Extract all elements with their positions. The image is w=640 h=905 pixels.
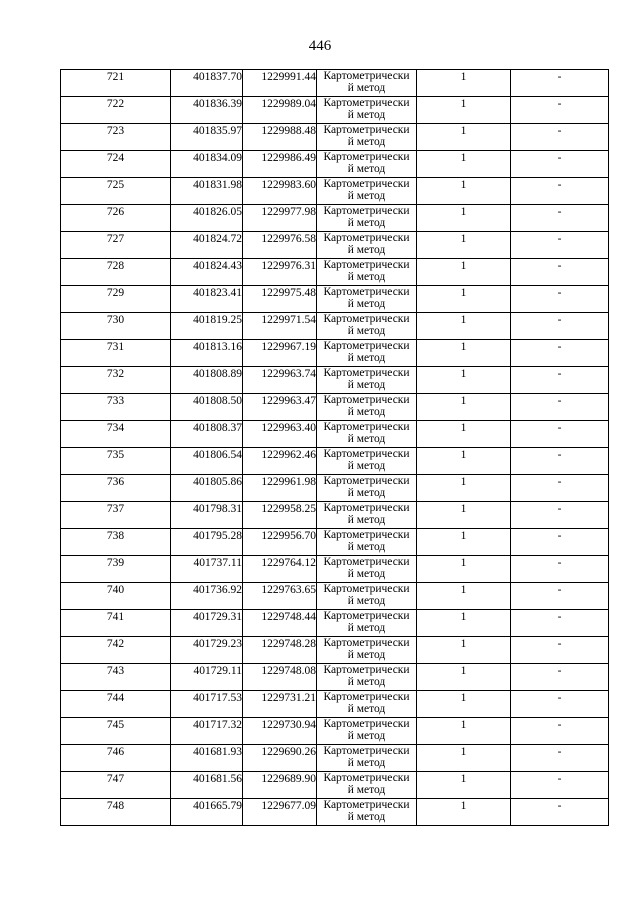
table-row bbox=[61, 340, 609, 367]
method-cell bbox=[317, 475, 417, 502]
y-coordinate-cell: 1229958.25 bbox=[243, 502, 317, 529]
accuracy-cell: 1 bbox=[417, 259, 511, 286]
accuracy-cell: 1 bbox=[417, 583, 511, 610]
x-coordinate-cell: 401808.50 bbox=[171, 394, 243, 421]
x-coordinate-cell: 401665.79 bbox=[171, 799, 243, 826]
point-number-cell: 734 bbox=[61, 421, 171, 448]
y-coordinate-cell: 1229967.19 bbox=[243, 340, 317, 367]
x-coordinate-cell: 401826.05 bbox=[171, 205, 243, 232]
y-coordinate-cell: 1229748.44 bbox=[243, 610, 317, 637]
table-row bbox=[61, 70, 609, 97]
x-coordinate-cell: 401837.70 bbox=[171, 70, 243, 97]
method-cell bbox=[317, 367, 417, 394]
method-text-line-1: Картометрически bbox=[323, 313, 410, 325]
point-number-cell: 729 bbox=[61, 286, 171, 313]
y-coordinate-cell: 1229971.54 bbox=[243, 313, 317, 340]
point-number-cell: 732 bbox=[61, 367, 171, 394]
description-cell: - bbox=[511, 421, 609, 448]
y-coordinate-cell: 1229976.31 bbox=[243, 259, 317, 286]
description-cell: - bbox=[511, 394, 609, 421]
method-text-line-1: Картометрически bbox=[323, 637, 410, 649]
x-coordinate-cell: 401729.31 bbox=[171, 610, 243, 637]
method-text-line-2: й метод bbox=[347, 730, 386, 742]
point-number-cell: 736 bbox=[61, 475, 171, 502]
description-cell: - bbox=[511, 97, 609, 124]
point-number-cell: 742 bbox=[61, 637, 171, 664]
point-number-cell: 743 bbox=[61, 664, 171, 691]
accuracy-cell: 1 bbox=[417, 664, 511, 691]
accuracy-cell: 1 bbox=[417, 799, 511, 826]
method-cell bbox=[317, 448, 417, 475]
table-row bbox=[61, 124, 609, 151]
method-text-line-2: й метод bbox=[347, 163, 386, 175]
table-row bbox=[61, 448, 609, 475]
description-cell: - bbox=[511, 691, 609, 718]
method-text-line-1: Картометрически bbox=[323, 691, 410, 703]
point-number-cell: 724 bbox=[61, 151, 171, 178]
x-coordinate-cell: 401824.43 bbox=[171, 259, 243, 286]
x-coordinate-cell: 401831.98 bbox=[171, 178, 243, 205]
description-cell: - bbox=[511, 124, 609, 151]
description-cell: - bbox=[511, 286, 609, 313]
y-coordinate-cell: 1229690.26 bbox=[243, 745, 317, 772]
x-coordinate-cell: 401681.56 bbox=[171, 772, 243, 799]
description-cell: - bbox=[511, 70, 609, 97]
table-row bbox=[61, 718, 609, 745]
accuracy-cell: 1 bbox=[417, 70, 511, 97]
table-row bbox=[61, 394, 609, 421]
method-text-line-1: Картометрически bbox=[323, 124, 410, 136]
y-coordinate-cell: 1229986.49 bbox=[243, 151, 317, 178]
y-coordinate-cell: 1229983.60 bbox=[243, 178, 317, 205]
method-text-line-1: Картометрически bbox=[323, 178, 410, 190]
page-number: 446 bbox=[308, 38, 332, 54]
method-cell bbox=[317, 610, 417, 637]
accuracy-cell: 1 bbox=[417, 232, 511, 259]
method-text-line-2: й метод bbox=[347, 541, 386, 553]
method-text-line-1: Картометрически bbox=[323, 97, 410, 109]
method-text-line-1: Картометрически bbox=[323, 475, 410, 487]
point-number-cell: 746 bbox=[61, 745, 171, 772]
table-row bbox=[61, 178, 609, 205]
point-number-cell: 748 bbox=[61, 799, 171, 826]
y-coordinate-cell: 1229975.48 bbox=[243, 286, 317, 313]
description-cell: - bbox=[511, 259, 609, 286]
method-text-line-1: Картометрически bbox=[323, 286, 410, 298]
method-text-line-1: Картометрически bbox=[323, 799, 410, 811]
x-coordinate-cell: 401729.23 bbox=[171, 637, 243, 664]
description-cell: - bbox=[511, 151, 609, 178]
method-text-line-2: й метод bbox=[347, 433, 386, 445]
method-text-line-2: й метод bbox=[347, 487, 386, 499]
description-cell: - bbox=[511, 583, 609, 610]
method-text-line-2: й метод bbox=[347, 217, 386, 229]
table-row bbox=[61, 205, 609, 232]
table-row bbox=[61, 502, 609, 529]
y-coordinate-cell: 1229689.90 bbox=[243, 772, 317, 799]
accuracy-cell: 1 bbox=[417, 772, 511, 799]
x-coordinate-cell: 401805.86 bbox=[171, 475, 243, 502]
x-coordinate-cell: 401717.53 bbox=[171, 691, 243, 718]
point-number-cell: 744 bbox=[61, 691, 171, 718]
point-number-cell: 745 bbox=[61, 718, 171, 745]
table-row bbox=[61, 799, 609, 826]
method-cell bbox=[317, 718, 417, 745]
description-cell: - bbox=[511, 502, 609, 529]
method-text-line-1: Картометрически bbox=[323, 610, 410, 622]
method-text-line-2: й метод bbox=[347, 649, 386, 661]
description-cell: - bbox=[511, 664, 609, 691]
method-cell bbox=[317, 583, 417, 610]
accuracy-cell: 1 bbox=[417, 124, 511, 151]
x-coordinate-cell: 401813.16 bbox=[171, 340, 243, 367]
description-cell: - bbox=[511, 340, 609, 367]
method-cell bbox=[317, 124, 417, 151]
method-text-line-2: й метод bbox=[347, 298, 386, 310]
method-text-line-2: й метод bbox=[347, 703, 386, 715]
x-coordinate-cell: 401729.11 bbox=[171, 664, 243, 691]
method-cell bbox=[317, 637, 417, 664]
description-cell: - bbox=[511, 610, 609, 637]
point-number-cell: 738 bbox=[61, 529, 171, 556]
method-text-line-1: Картометрически bbox=[323, 259, 410, 271]
table-row bbox=[61, 691, 609, 718]
table-row bbox=[61, 610, 609, 637]
description-cell: - bbox=[511, 772, 609, 799]
accuracy-cell: 1 bbox=[417, 151, 511, 178]
x-coordinate-cell: 401808.37 bbox=[171, 421, 243, 448]
method-cell bbox=[317, 394, 417, 421]
y-coordinate-cell: 1229764.12 bbox=[243, 556, 317, 583]
point-number-cell: 740 bbox=[61, 583, 171, 610]
accuracy-cell: 1 bbox=[417, 718, 511, 745]
x-coordinate-cell: 401835.97 bbox=[171, 124, 243, 151]
table-row bbox=[61, 259, 609, 286]
method-text-line-1: Картометрически bbox=[323, 556, 410, 568]
method-text-line-1: Картометрически bbox=[323, 529, 410, 541]
y-coordinate-cell: 1229989.04 bbox=[243, 97, 317, 124]
method-text-line-2: й метод bbox=[347, 325, 386, 337]
method-text-line-2: й метод bbox=[347, 352, 386, 364]
y-coordinate-cell: 1229961.98 bbox=[243, 475, 317, 502]
method-text-line-2: й метод bbox=[347, 514, 386, 526]
point-number-cell: 737 bbox=[61, 502, 171, 529]
table-row bbox=[61, 637, 609, 664]
x-coordinate-cell: 401737.11 bbox=[171, 556, 243, 583]
point-number-cell: 731 bbox=[61, 340, 171, 367]
method-text-line-2: й метод bbox=[347, 244, 386, 256]
method-text-line-2: й метод bbox=[347, 757, 386, 769]
method-text-line-2: й метод bbox=[347, 136, 386, 148]
method-text-line-2: й метод bbox=[347, 568, 386, 580]
table-row bbox=[61, 556, 609, 583]
method-cell bbox=[317, 745, 417, 772]
method-text-line-1: Картометрически bbox=[323, 421, 410, 433]
table-row bbox=[61, 97, 609, 124]
method-text-line-1: Картометрически bbox=[323, 394, 410, 406]
x-coordinate-cell: 401824.72 bbox=[171, 232, 243, 259]
y-coordinate-cell: 1229991.44 bbox=[243, 70, 317, 97]
accuracy-cell: 1 bbox=[417, 97, 511, 124]
accuracy-cell: 1 bbox=[417, 610, 511, 637]
accuracy-cell: 1 bbox=[417, 556, 511, 583]
method-cell bbox=[317, 799, 417, 826]
description-cell: - bbox=[511, 178, 609, 205]
point-number-cell: 730 bbox=[61, 313, 171, 340]
method-text-line-2: й метод bbox=[347, 595, 386, 607]
accuracy-cell: 1 bbox=[417, 286, 511, 313]
x-coordinate-cell: 401795.28 bbox=[171, 529, 243, 556]
y-coordinate-cell: 1229731.21 bbox=[243, 691, 317, 718]
point-number-cell: 733 bbox=[61, 394, 171, 421]
point-number-cell: 741 bbox=[61, 610, 171, 637]
accuracy-cell: 1 bbox=[417, 367, 511, 394]
table-row bbox=[61, 151, 609, 178]
x-coordinate-cell: 401736.92 bbox=[171, 583, 243, 610]
y-coordinate-cell: 1229963.40 bbox=[243, 421, 317, 448]
method-text-line-1: Картометрически bbox=[323, 151, 410, 163]
y-coordinate-cell: 1229963.74 bbox=[243, 367, 317, 394]
x-coordinate-cell: 401834.09 bbox=[171, 151, 243, 178]
point-number-cell: 735 bbox=[61, 448, 171, 475]
description-cell: - bbox=[511, 718, 609, 745]
y-coordinate-cell: 1229748.28 bbox=[243, 637, 317, 664]
table-row bbox=[61, 286, 609, 313]
accuracy-cell: 1 bbox=[417, 394, 511, 421]
description-cell: - bbox=[511, 529, 609, 556]
method-text-line-2: й метод bbox=[347, 460, 386, 472]
method-cell bbox=[317, 232, 417, 259]
method-cell bbox=[317, 529, 417, 556]
accuracy-cell: 1 bbox=[417, 205, 511, 232]
accuracy-cell: 1 bbox=[417, 502, 511, 529]
method-text-line-2: й метод bbox=[347, 406, 386, 418]
method-text-line-1: Картометрически bbox=[323, 340, 410, 352]
point-number-cell: 747 bbox=[61, 772, 171, 799]
table-row bbox=[61, 583, 609, 610]
description-cell: - bbox=[511, 637, 609, 664]
method-text-line-2: й метод bbox=[347, 379, 386, 391]
y-coordinate-cell: 1229748.08 bbox=[243, 664, 317, 691]
point-number-cell: 727 bbox=[61, 232, 171, 259]
method-cell bbox=[317, 691, 417, 718]
table-row bbox=[61, 772, 609, 799]
description-cell: - bbox=[511, 205, 609, 232]
method-text-line-1: Картометрически bbox=[323, 232, 410, 244]
method-text-line-1: Картометрически bbox=[323, 205, 410, 217]
table-row bbox=[61, 367, 609, 394]
description-cell: - bbox=[511, 799, 609, 826]
method-text-line-1: Картометрически bbox=[323, 502, 410, 514]
accuracy-cell: 1 bbox=[417, 529, 511, 556]
y-coordinate-cell: 1229977.98 bbox=[243, 205, 317, 232]
accuracy-cell: 1 bbox=[417, 340, 511, 367]
method-text-line-1: Картометрически bbox=[323, 367, 410, 379]
method-text-line-1: Картометрически bbox=[323, 772, 410, 784]
table-body bbox=[61, 70, 609, 826]
method-cell bbox=[317, 286, 417, 313]
accuracy-cell: 1 bbox=[417, 448, 511, 475]
method-cell bbox=[317, 178, 417, 205]
x-coordinate-cell: 401681.93 bbox=[171, 745, 243, 772]
point-number-cell: 739 bbox=[61, 556, 171, 583]
table-row bbox=[61, 529, 609, 556]
point-number-cell: 723 bbox=[61, 124, 171, 151]
method-cell bbox=[317, 70, 417, 97]
accuracy-cell: 1 bbox=[417, 178, 511, 205]
x-coordinate-cell: 401808.89 bbox=[171, 367, 243, 394]
method-text-line-1: Картометрически bbox=[323, 718, 410, 730]
y-coordinate-cell: 1229963.47 bbox=[243, 394, 317, 421]
y-coordinate-cell: 1229677.09 bbox=[243, 799, 317, 826]
method-text-line-1: Картометрически bbox=[323, 745, 410, 757]
point-number-cell: 721 bbox=[61, 70, 171, 97]
method-text-line-1: Картометрически bbox=[323, 448, 410, 460]
y-coordinate-cell: 1229976.58 bbox=[243, 232, 317, 259]
method-cell bbox=[317, 313, 417, 340]
point-number-cell: 725 bbox=[61, 178, 171, 205]
x-coordinate-cell: 401717.32 bbox=[171, 718, 243, 745]
method-cell bbox=[317, 259, 417, 286]
method-cell bbox=[317, 772, 417, 799]
table-row bbox=[61, 232, 609, 259]
method-cell bbox=[317, 502, 417, 529]
description-cell: - bbox=[511, 367, 609, 394]
method-text-line-2: й метод bbox=[347, 271, 386, 283]
method-text-line-2: й метод bbox=[347, 676, 386, 688]
description-cell: - bbox=[511, 313, 609, 340]
x-coordinate-cell: 401836.39 bbox=[171, 97, 243, 124]
x-coordinate-cell: 401823.41 bbox=[171, 286, 243, 313]
method-text-line-2: й метод bbox=[347, 190, 386, 202]
method-cell bbox=[317, 421, 417, 448]
y-coordinate-cell: 1229962.46 bbox=[243, 448, 317, 475]
y-coordinate-cell: 1229988.48 bbox=[243, 124, 317, 151]
method-text-line-1: Картометрически bbox=[323, 664, 410, 676]
x-coordinate-cell: 401798.31 bbox=[171, 502, 243, 529]
method-cell bbox=[317, 205, 417, 232]
method-text-line-2: й метод bbox=[347, 784, 386, 796]
table-row bbox=[61, 313, 609, 340]
method-cell bbox=[317, 556, 417, 583]
method-cell bbox=[317, 97, 417, 124]
accuracy-cell: 1 bbox=[417, 745, 511, 772]
y-coordinate-cell: 1229763.65 bbox=[243, 583, 317, 610]
method-cell bbox=[317, 664, 417, 691]
x-coordinate-cell: 401806.54 bbox=[171, 448, 243, 475]
table-row bbox=[61, 421, 609, 448]
description-cell: - bbox=[511, 448, 609, 475]
method-cell bbox=[317, 151, 417, 178]
method-text-line-2: й метод bbox=[347, 622, 386, 634]
description-cell: - bbox=[511, 475, 609, 502]
method-cell bbox=[317, 340, 417, 367]
description-cell: - bbox=[511, 232, 609, 259]
method-text-line-2: й метод bbox=[347, 811, 386, 823]
x-coordinate-cell: 401819.25 bbox=[171, 313, 243, 340]
point-number-cell: 728 bbox=[61, 259, 171, 286]
description-cell: - bbox=[511, 556, 609, 583]
method-text-line-1: Картометрически bbox=[323, 70, 410, 82]
table-row bbox=[61, 664, 609, 691]
accuracy-cell: 1 bbox=[417, 475, 511, 502]
y-coordinate-cell: 1229956.70 bbox=[243, 529, 317, 556]
accuracy-cell: 1 bbox=[417, 421, 511, 448]
description-cell: - bbox=[511, 745, 609, 772]
method-text-line-2: й метод bbox=[347, 109, 386, 121]
accuracy-cell: 1 bbox=[417, 691, 511, 718]
y-coordinate-cell: 1229730.94 bbox=[243, 718, 317, 745]
point-number-cell: 726 bbox=[61, 205, 171, 232]
method-text-line-1: Картометрически bbox=[323, 583, 410, 595]
table-row bbox=[61, 475, 609, 502]
point-number-cell: 722 bbox=[61, 97, 171, 124]
table-row bbox=[61, 745, 609, 772]
accuracy-cell: 1 bbox=[417, 313, 511, 340]
method-text-line-2: й метод bbox=[347, 82, 386, 94]
coordinates-table bbox=[60, 69, 609, 826]
accuracy-cell: 1 bbox=[417, 637, 511, 664]
